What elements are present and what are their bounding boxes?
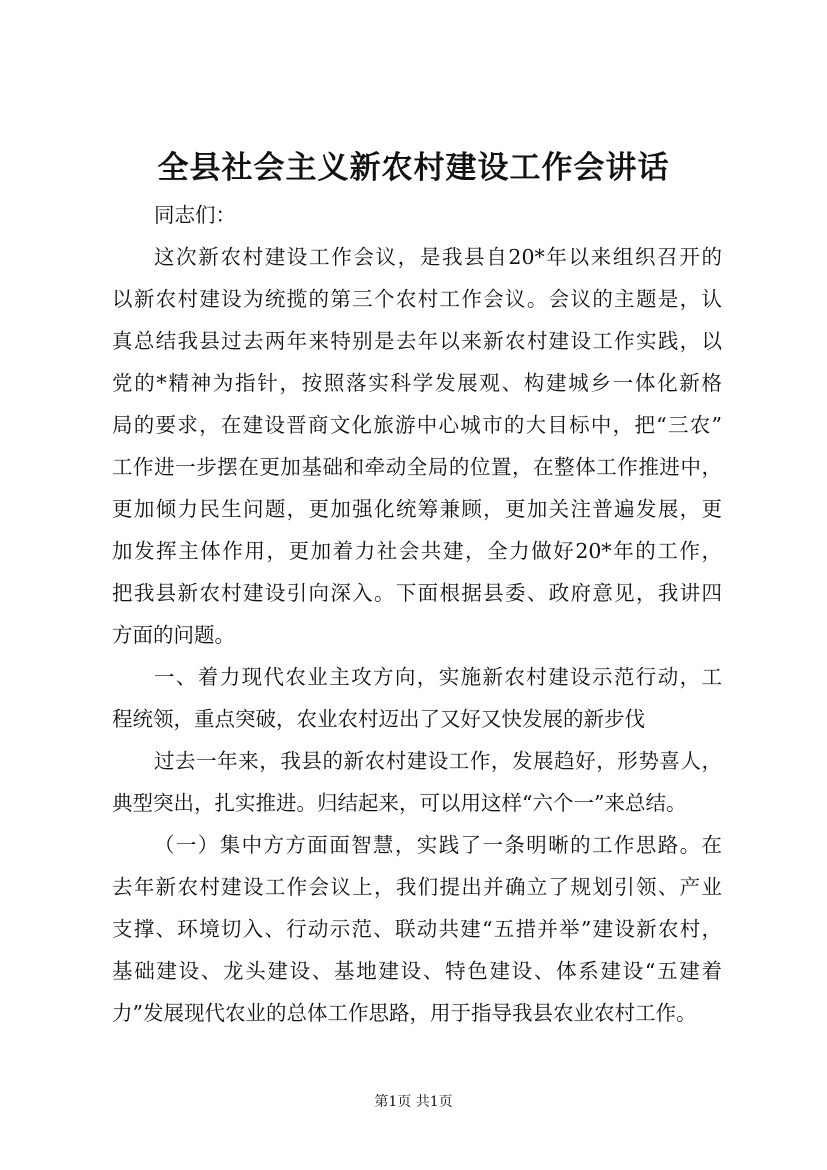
paragraph-line: 典型突出，扎实推进。归结起来，可以用这样“六个一”来总结。 — [112, 791, 687, 815]
paragraph-line: 把我县新农村建设引向深入。下面根据县委、政府意见，我讲四 — [112, 581, 722, 605]
paragraph-line: 更加倾力民生问题，更加强化统筹兼顾，更加关注普遍发展，更 — [112, 497, 722, 521]
document-body — [112, 194, 722, 1034]
paragraph-line: 过去一年来，我县的新农村建设工作，发展趋好，形势喜人， — [154, 749, 722, 773]
paragraph-line: 真总结我县过去两年来特别是去年以来新农村建设工作实践，以 — [112, 329, 722, 353]
paragraph-line: 以新农村建设为统揽的第三个农村工作会议。会议的主题是，认 — [112, 287, 722, 311]
paragraph-line: （一）集中方方面面智慧，实践了一条明晰的工作思路。在 — [154, 833, 722, 857]
paragraph-line: 加发挥主体作用，更加着力社会共建，全力做好20*年的工作， — [112, 539, 722, 563]
paragraph-line: 方面的问题。 — [112, 623, 235, 647]
paragraph-line: 去年新农村建设工作会议上，我们提出并确立了规划引领、产业 — [112, 875, 722, 899]
page-footer: 第1页 共1页 — [374, 1094, 453, 1110]
salutation-line: 同志们： — [154, 203, 236, 227]
paragraph-line: 工作进一步摆在更加基础和牵动全局的位置，在整体工作推进中， — [112, 455, 722, 479]
paragraph-line: 支撑、环境切入、行动示范、联动共建“五措并举”建设新农村， — [112, 917, 722, 941]
paragraph-line: 力”发展现代农业的总体工作思路，用于指导我县农业农村工作。 — [112, 1001, 697, 1025]
section-heading-line: 一、着力现代农业主攻方向，实施新农村建设示范行动，工 — [154, 665, 722, 689]
paragraph-line: 这次新农村建设工作会议，是我县自20*年以来组织召开的 — [154, 245, 722, 269]
paragraph-line: 局的要求，在建设晋商文化旅游中心城市的大目标中，把“三农” — [112, 413, 722, 437]
document-title: 全县社会主义新农村建设工作会讲话 — [157, 150, 670, 186]
section-heading-line: 程统领，重点突破，农业农村迈出了又好又快发展的新步伐 — [112, 707, 645, 731]
paragraph-line: 党的*精神为指针，按照落实科学发展观、构建城乡一体化新格 — [112, 371, 722, 395]
paragraph-line: 基础建设、龙头建设、基地建设、特色建设、体系建设“五建着 — [112, 959, 722, 983]
